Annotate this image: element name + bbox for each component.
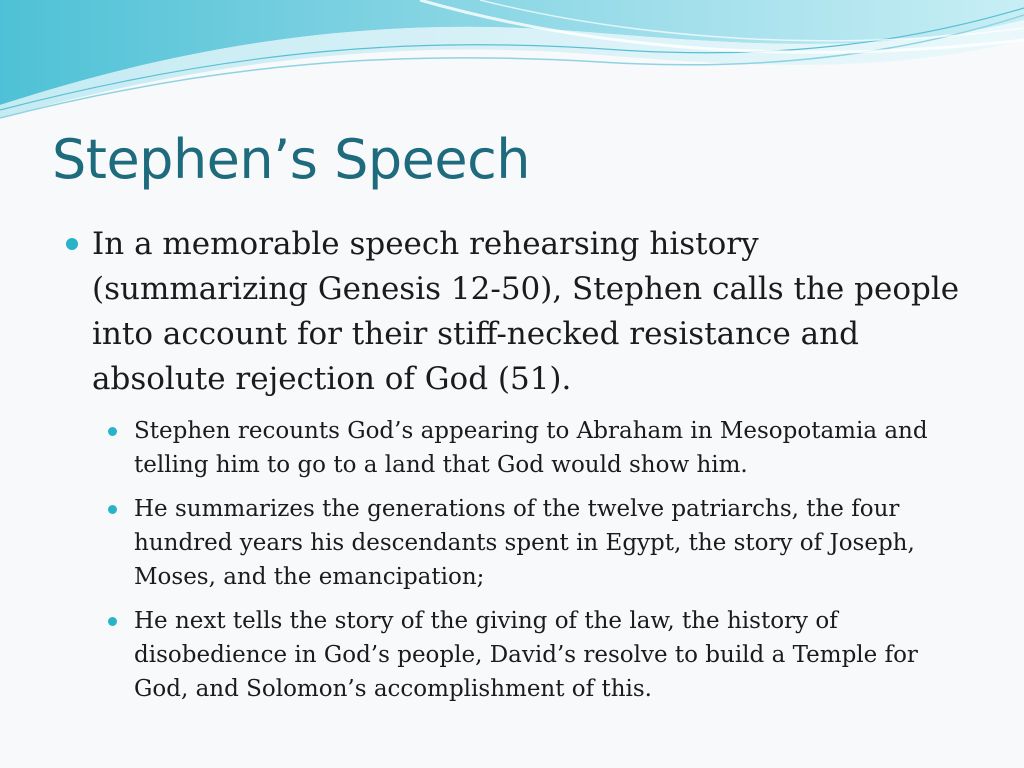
- decorative-wave-banner: [0, 0, 1024, 130]
- bullet-list: [60, 222, 970, 716]
- slide-title: Stephen’s Speech: [52, 128, 530, 191]
- sub-bullet-item: [134, 414, 970, 482]
- main-bullet-item: [60, 222, 970, 706]
- sub-bullet-list: [92, 414, 970, 706]
- sub-bullet-text: He summarizes the generations of the twelve patriarchs, the four hundred years his descendants spent in Egypt, the story of Joseph, Moses, and the emancipation;: [134, 496, 915, 590]
- bullet-icon: [108, 505, 117, 514]
- sub-bullet-item: [134, 604, 970, 706]
- main-bullet-text: In a memorable speech rehearsing history (summarizing Genesis 12-50), Stephen calls the people into account for their stiff-necked resistance and absolute rejection of God (51).: [92, 226, 960, 397]
- sub-bullet-item: [134, 492, 970, 594]
- sub-bullet-text: Stephen recounts God’s appearing to Abraham in Mesopotamia and telling him to go to a land that God would show him.: [134, 418, 928, 478]
- bullet-icon: [66, 238, 78, 250]
- sub-bullet-text: He next tells the story of the giving of the law, the history of disobedience in God’s people, David’s resolve to build a Temple for God, and Solomon’s accomplishment of this.: [134, 608, 918, 702]
- bullet-icon: [108, 427, 117, 436]
- bullet-icon: [108, 617, 117, 626]
